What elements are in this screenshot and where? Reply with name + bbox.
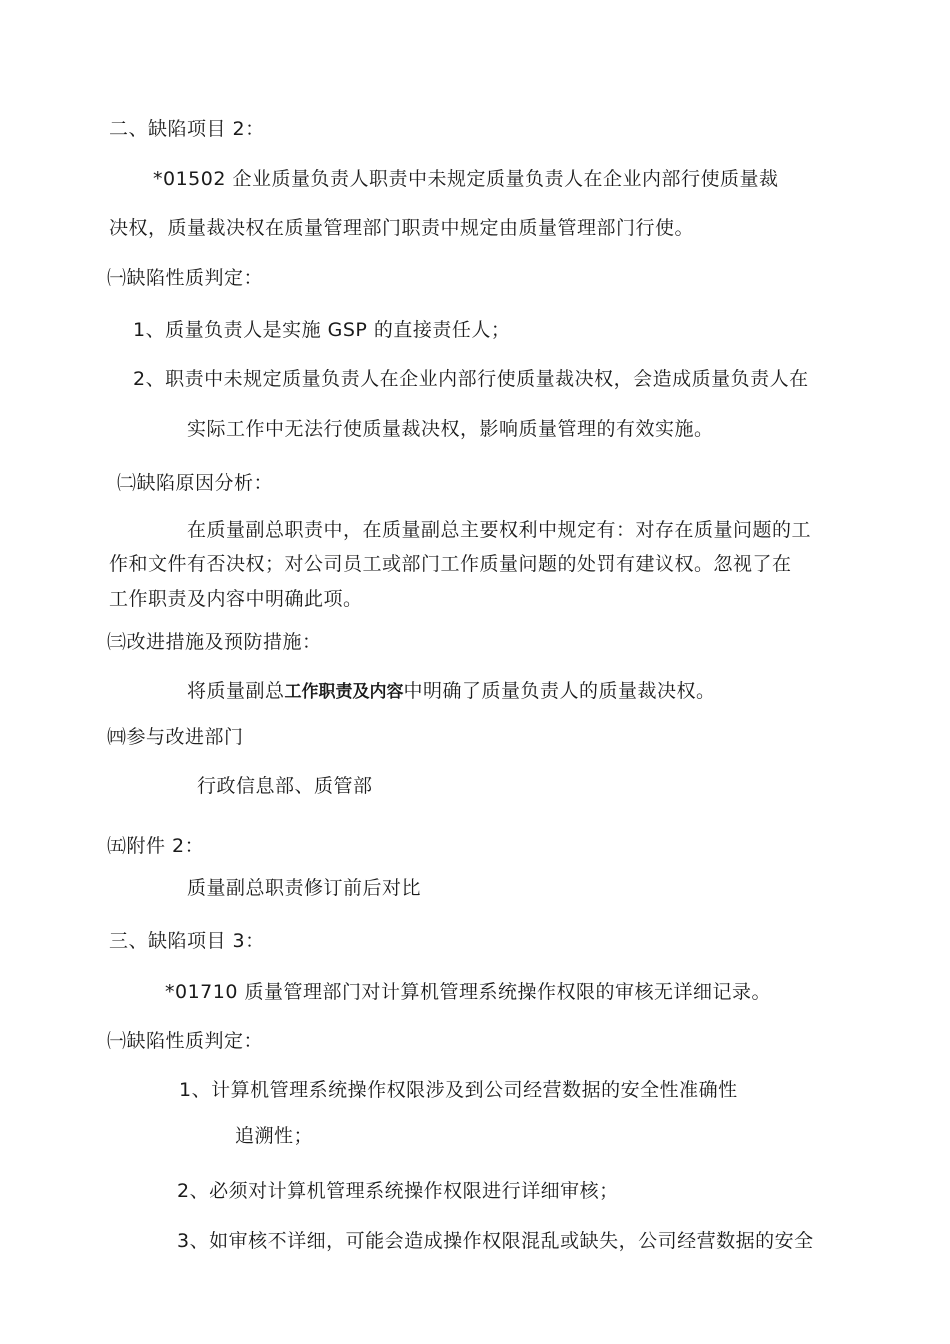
section-3-nature-item-1-line-1: 1、计算机管理系统操作权限涉及到公司经营数据的安全性准确性 xyxy=(179,1079,738,1101)
section-2-nature-item-2-line-1: 2、职责中未规定质量负责人在企业内部行使质量裁决权，会造成质量负责人在 xyxy=(133,368,809,390)
section-3-nature-heading: ㈠缺陷性质判定： xyxy=(107,1030,264,1052)
section-3-item-line-1: *01710 质量管理部门对计算机管理系统操作权限的审核无详细记录。 xyxy=(165,981,771,1003)
section-2-attachment-value: 质量副总职责修订前后对比 xyxy=(187,877,422,899)
section-2-nature-heading: ㈠缺陷性质判定： xyxy=(107,267,264,289)
section-2-cause-line-2: 作和文件有否决权；对公司员工或部门工作质量问题的处罚有建议权。忽视了在 xyxy=(109,553,792,575)
section-2-cause-line-1: 在质量副总职责中，在质量副总主要权利中规定有：对存在质量问题的工 xyxy=(187,519,812,541)
section-2-dept-heading: ㈣参与改进部门 xyxy=(107,726,244,748)
section-3-nature-item-2: 2、必须对计算机管理系统操作权限进行详细审核； xyxy=(177,1180,619,1202)
measures-suffix: 中明确了质量负责人的质量裁决权。 xyxy=(403,680,716,702)
section-2-measures-heading: ㈢改进措施及预防措施： xyxy=(107,631,322,653)
section-2-nature-item-2-line-2: 实际工作中无法行使质量裁决权，影响质量管理的有效实施。 xyxy=(187,418,714,440)
section-2-dept-value: 行政信息部、质管部 xyxy=(197,775,373,797)
section-3-nature-item-1-line-2: 追溯性； xyxy=(235,1125,314,1147)
section-3-nature-item-3: 3、如审核不详细，可能会造成操作权限混乱或缺失，公司经营数据的安全 xyxy=(177,1230,814,1252)
section-2-cause-heading: ㈡缺陷原因分析： xyxy=(117,472,274,494)
section-3-heading: 三、缺陷项目 3： xyxy=(109,930,265,952)
section-2-measures-text xyxy=(187,679,716,704)
measures-bold-term: 工作职责及内容 xyxy=(284,682,404,702)
section-2-heading: 二、缺陷项目 2： xyxy=(109,118,265,140)
section-2-attachment-heading: ㈤附件 2： xyxy=(107,835,205,857)
section-2-nature-item-1: 1、质量负责人是实施 GSP 的直接责任人； xyxy=(133,319,511,341)
section-2-cause-line-3: 工作职责及内容中明确此项。 xyxy=(109,588,363,610)
section-2-item-line-2: 决权，质量裁决权在质量管理部门职责中规定由质量管理部门行使。 xyxy=(109,217,695,239)
section-2-item-line-1: *01502 企业质量负责人职责中未规定质量负责人在企业内部行使质量裁 xyxy=(153,168,779,190)
measures-prefix: 将质量副总 xyxy=(187,680,285,702)
